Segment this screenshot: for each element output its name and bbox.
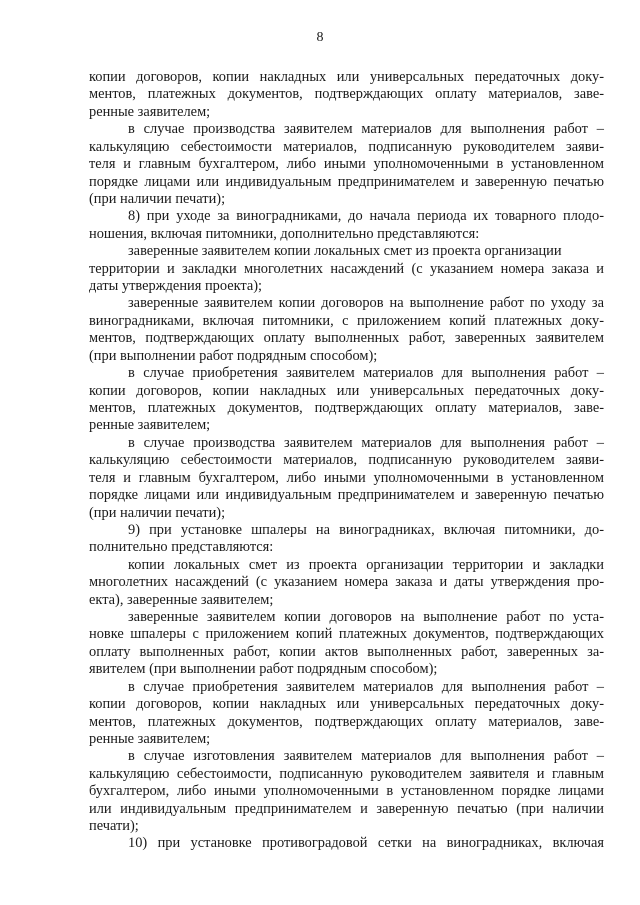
text-line: печати); (89, 818, 139, 835)
text-line: оплату выполненных работ, копии актов выполненных работ, заверенных за- (89, 643, 604, 660)
text-line: в случае приобретения заявителем материалов для выполнения работ – (128, 365, 604, 382)
text-line: 8) при уходе за виноградниками, до начала периода их товарного плодо- (128, 208, 604, 225)
text-line: заверенные заявителем копии локальных смет из проекта организации (128, 243, 562, 260)
text-line: заверенные заявителем копии договоров на выполнение работ по уста- (128, 609, 604, 626)
text-line: виноградниками, включая питомники, с приложением копий платежных доку- (89, 312, 604, 329)
text-line: порядке лицами или индивидуальным предпринимателем и заверенную печатью (89, 173, 604, 190)
text-line: калькуляцию себестоимости материалов, подписанную руководителем заяви- (89, 138, 604, 155)
text-line: (при наличии печати); (89, 504, 226, 521)
text-line: копии договоров, копии накладных или универсальных передаточных доку- (89, 382, 604, 399)
text-line: копии локальных смет из проекта организации территории и закладки (128, 556, 604, 573)
text-line: ментов, платежных документов, подтверждающих оплату материалов, заве- (89, 399, 604, 416)
text-line: копии договоров, копии накладных или универсальных передаточных доку- (89, 69, 604, 85)
text-line: в случае приобретения заявителем материалов для выполнения работ – (128, 678, 604, 695)
text-line: калькуляцию себестоимости, подписанную руководителем заявителя и главным (89, 765, 604, 782)
text-line: полнительно представляются: (89, 539, 274, 556)
text-line: 9) при установке шпалеры на виноградниках, включая питомники, до- (128, 521, 604, 538)
text-line: порядке лицами или индивидуальным предпринимателем и заверенную печатью (89, 487, 604, 504)
text-line: копии договоров, копии накладных или универсальных передаточных доку- (89, 696, 604, 713)
text-line: в случае изготовления заявителем материалов для выполнения работ – (128, 748, 604, 765)
text-line: ментов, платежных документов, подтверждающих оплату материалов, заве- (89, 713, 604, 730)
text-line: ренные заявителем; (89, 103, 211, 120)
text-line: теля и главным бухгалтером, либо иными уполномоченными в установленном (89, 156, 604, 173)
text-line: ментов, платежных документов, подтверждающих оплату материалов, заве- (89, 86, 604, 103)
text-line: калькуляцию себестоимости материалов, подписанную руководителем заяви- (89, 452, 604, 469)
text-line: даты утверждения проекта); (89, 278, 263, 295)
text-line: явителем (при выполнении работ подрядным способом); (89, 661, 438, 678)
text-line: территории и закладки многолетних насаждений (с указанием номера заказа и (89, 260, 604, 277)
text-line: ренные заявителем; (89, 730, 211, 747)
text-line: екта), заверенные заявителем; (89, 591, 274, 608)
text-line: многолетних насаждений (с указанием номера заказа и даты утверждения про- (89, 574, 604, 591)
text-line: 10) при установке противоградовой сетки на виноградниках, включая (128, 835, 604, 852)
text-line: теля и главным бухгалтером, либо иными уполномоченными в установленном (89, 469, 604, 486)
text-line: бухгалтером, либо иными уполномоченными в установленном порядке лицами (89, 783, 604, 800)
text-line: в случае производства заявителем материалов для выполнения работ – (128, 434, 604, 451)
text-line: заверенные заявителем копии договоров на выполнение работ по уходу за (128, 295, 604, 312)
text-line: новке шпалеры с приложением копий платежных документов, подтверждающих (89, 626, 604, 643)
page-number: 8 (316, 30, 324, 45)
text-line: (при наличии печати); (89, 190, 226, 207)
text-line: (при выполнении работ подрядным способом); (89, 347, 378, 364)
text-line: или индивидуальным предпринимателем и заверенную печатью (при наличии (89, 800, 604, 817)
text-line: в случае производства заявителем материалов для выполнения работ – (128, 121, 604, 138)
text-line: ренные заявителем; (89, 417, 211, 434)
text-line: ментов, подтверждающих оплату выполненных работ, заверенных заявителем (89, 330, 604, 347)
text-line: ношения, включая питомники, дополнительно представляются: (89, 225, 480, 242)
